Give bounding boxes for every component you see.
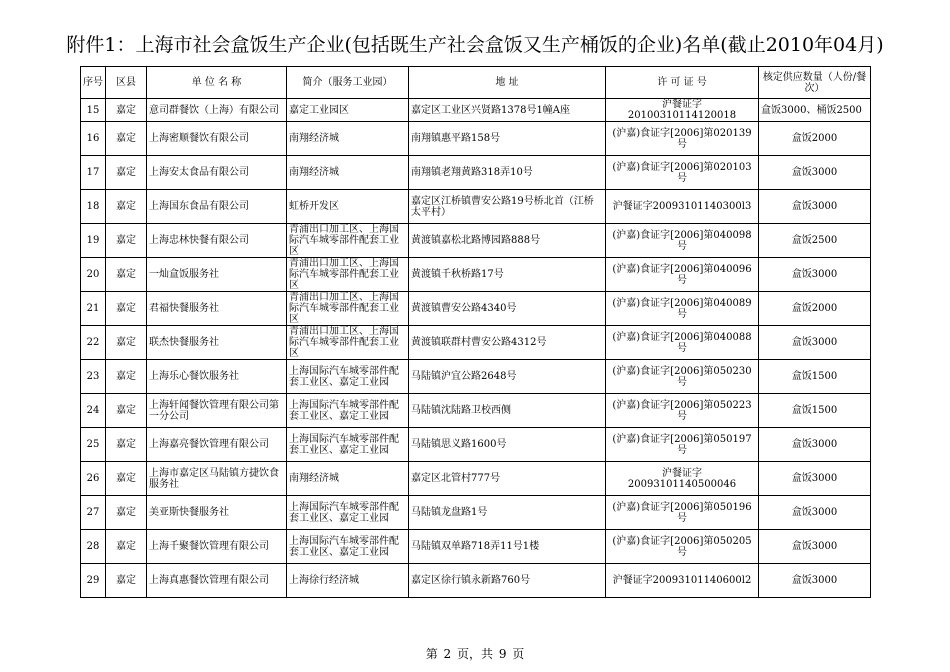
cell-district: 嘉定 xyxy=(106,394,147,428)
cell-unit-name: 美亚斯快餐服务社 xyxy=(147,496,287,530)
cell-unit-name: 一灿盒饭服务社 xyxy=(147,258,287,292)
cell-unit-name: 上海轩闻餐饮管理有限公司第一分公司 xyxy=(147,394,287,428)
cell-intro: 南翔经济城 xyxy=(287,156,409,190)
cell-unit-name: 上海国东食品有限公司 xyxy=(147,190,287,224)
cell-license: (沪嘉)食证字[2006]第040098号 xyxy=(606,224,759,258)
cell-unit-name: 联杰快餐服务社 xyxy=(147,326,287,360)
table-row xyxy=(81,360,871,394)
cell-district: 嘉定 xyxy=(106,156,147,190)
cell-seq: 23 xyxy=(81,360,106,394)
cell-capacity: 盒饭1500 xyxy=(759,360,871,394)
cell-address: 马陆镇沈陆路卫校西侧 xyxy=(409,394,606,428)
cell-license: 沪餐证字20093101140500046 xyxy=(606,462,759,496)
cell-intro: 上海国际汽车城零部件配套工业区、嘉定工业园 xyxy=(287,360,409,394)
cell-license: (沪嘉)食证字[2006]第050205号 xyxy=(606,530,759,564)
table-row xyxy=(81,190,871,224)
cell-unit-name: 意司群餐饮（上海）有限公司 xyxy=(147,99,287,122)
cell-capacity: 盒饭3000 xyxy=(759,496,871,530)
cell-intro: 青浦出口加工区、上海国际汽车城零部件配套工业区 xyxy=(287,326,409,360)
cell-unit-name: 君福快餐服务社 xyxy=(147,292,287,326)
cell-license: (沪嘉)食证字[2006]第040088号 xyxy=(606,326,759,360)
cell-capacity: 盒饭3000 xyxy=(759,462,871,496)
cell-district: 嘉定 xyxy=(106,99,147,122)
cell-address: 黄渡镇嘉松北路博园路888号 xyxy=(409,224,606,258)
table-row xyxy=(81,428,871,462)
cell-seq: 22 xyxy=(81,326,106,360)
cell-address: 马陆镇思义路1600号 xyxy=(409,428,606,462)
page-title: 附件1：上海市社会盒饭生产企业(包括既生产社会盒饭又生产桶饭的企业)名单(截止2010年04月) xyxy=(66,34,884,56)
table-row xyxy=(81,462,871,496)
table-row xyxy=(81,326,871,360)
cell-capacity: 盒饭2000 xyxy=(759,122,871,156)
header-district: 区县 xyxy=(106,67,147,99)
cell-seq: 29 xyxy=(81,564,106,598)
cell-district: 嘉定 xyxy=(106,564,147,598)
cell-license: (沪嘉)食证字[2006]第020139号 xyxy=(606,122,759,156)
header-seq: 序号 xyxy=(81,67,106,99)
cell-district: 嘉定 xyxy=(106,530,147,564)
cell-unit-name: 上海市嘉定区马陆镇方捷饮食服务社 xyxy=(147,462,287,496)
cell-capacity: 盒饭3000 xyxy=(759,156,871,190)
table-row xyxy=(81,99,871,122)
cell-seq: 18 xyxy=(81,190,106,224)
cell-district: 嘉定 xyxy=(106,292,147,326)
enterprise-table xyxy=(80,66,871,598)
cell-intro: 嘉定工业园区 xyxy=(287,99,409,122)
cell-address: 黄渡镇联群村曹安公路4312号 xyxy=(409,326,606,360)
cell-intro: 虹桥开发区 xyxy=(287,190,409,224)
table-row xyxy=(81,258,871,292)
cell-address: 嘉定区徐行镇永新路760号 xyxy=(409,564,606,598)
table-row xyxy=(81,122,871,156)
cell-address: 马陆镇龙盘路1号 xyxy=(409,496,606,530)
cell-capacity: 盒饭1500 xyxy=(759,394,871,428)
table-body xyxy=(81,99,871,598)
table-row xyxy=(81,530,871,564)
table-row xyxy=(81,224,871,258)
cell-district: 嘉定 xyxy=(106,258,147,292)
header-capacity: 核定供应数量（人份/餐次） xyxy=(759,67,871,99)
cell-district: 嘉定 xyxy=(106,428,147,462)
cell-unit-name: 上海忠林快餐有限公司 xyxy=(147,224,287,258)
cell-address: 马陆镇双单路718弄11号1楼 xyxy=(409,530,606,564)
header-intro: 简介（服务工业园） xyxy=(287,67,409,99)
cell-address: 嘉定区江桥镇曹安公路19号桥北首（江桥太平村） xyxy=(409,190,606,224)
header-unit-name: 单 位 名 称 xyxy=(147,67,287,99)
cell-license: (沪嘉)食证字[2006]第040089号 xyxy=(606,292,759,326)
table-header-row xyxy=(81,67,871,99)
cell-seq: 19 xyxy=(81,224,106,258)
table-row xyxy=(81,496,871,530)
cell-seq: 28 xyxy=(81,530,106,564)
cell-unit-name: 上海安太食品有限公司 xyxy=(147,156,287,190)
cell-license: (沪嘉)食证字[2006]第020103号 xyxy=(606,156,759,190)
cell-capacity: 盒饭3000、桶饭2500 xyxy=(759,99,871,122)
cell-license: (沪嘉)食证字[2006]第050196号 xyxy=(606,496,759,530)
cell-license: (沪嘉)食证字[2006]第050223号 xyxy=(606,394,759,428)
cell-unit-name: 上海乐心餐饮服务社 xyxy=(147,360,287,394)
cell-intro: 青浦出口加工区、上海国际汽车城零部件配套工业区 xyxy=(287,224,409,258)
cell-intro: 上海国际汽车城零部件配套工业区、嘉定工业园 xyxy=(287,496,409,530)
cell-intro: 青浦出口加工区、上海国际汽车城零部件配套工业区 xyxy=(287,258,409,292)
cell-intro: 上海国际汽车城零部件配套工业区、嘉定工业园 xyxy=(287,394,409,428)
cell-seq: 17 xyxy=(81,156,106,190)
cell-license: (沪嘉)食证字[2006]第040096号 xyxy=(606,258,759,292)
cell-address: 黄渡镇曹安公路4340号 xyxy=(409,292,606,326)
cell-unit-name: 上海真惠餐饮管理有限公司 xyxy=(147,564,287,598)
cell-address: 马陆镇沪宜公路2648号 xyxy=(409,360,606,394)
cell-license: 沪餐证字20093101140300l3 xyxy=(606,190,759,224)
cell-capacity: 盒饭3000 xyxy=(759,326,871,360)
cell-intro: 南翔经济城 xyxy=(287,122,409,156)
cell-seq: 20 xyxy=(81,258,106,292)
header-license: 许 可 证 号 xyxy=(606,67,759,99)
cell-license: (沪嘉)食证字[2006]第050230号 xyxy=(606,360,759,394)
cell-license: 沪餐证字20100310114120018 xyxy=(606,99,759,122)
cell-seq: 21 xyxy=(81,292,106,326)
cell-unit-name: 上海嘉亮餐饮管理有限公司 xyxy=(147,428,287,462)
cell-district: 嘉定 xyxy=(106,326,147,360)
cell-address: 黄渡镇千秋桥路17号 xyxy=(409,258,606,292)
cell-capacity: 盒饭3000 xyxy=(759,564,871,598)
cell-capacity: 盒饭3000 xyxy=(759,190,871,224)
cell-district: 嘉定 xyxy=(106,224,147,258)
cell-capacity: 盒饭3000 xyxy=(759,428,871,462)
cell-address: 南翔镇惠平路158号 xyxy=(409,122,606,156)
cell-license: (沪嘉)食证字[2006]第050197号 xyxy=(606,428,759,462)
cell-intro: 上海国际汽车城零部件配套工业区、嘉定工业园 xyxy=(287,428,409,462)
cell-intro: 南翔经济城 xyxy=(287,462,409,496)
cell-license: 沪餐证字20093101140600l2 xyxy=(606,564,759,598)
cell-address: 南翔镇老翔黄路318弄10号 xyxy=(409,156,606,190)
cell-seq: 26 xyxy=(81,462,106,496)
cell-intro: 青浦出口加工区、上海国际汽车城零部件配套工业区 xyxy=(287,292,409,326)
cell-seq: 16 xyxy=(81,122,106,156)
cell-capacity: 盒饭2500 xyxy=(759,224,871,258)
cell-district: 嘉定 xyxy=(106,496,147,530)
cell-capacity: 盒饭3000 xyxy=(759,258,871,292)
header-address: 地 址 xyxy=(409,67,606,99)
table-row xyxy=(81,564,871,598)
cell-address: 嘉定区北管村777号 xyxy=(409,462,606,496)
table-row xyxy=(81,394,871,428)
cell-seq: 15 xyxy=(81,99,106,122)
cell-seq: 24 xyxy=(81,394,106,428)
table-row xyxy=(81,292,871,326)
cell-seq: 25 xyxy=(81,428,106,462)
cell-intro: 上海国际汽车城零部件配套工业区、嘉定工业园 xyxy=(287,530,409,564)
page-footer: 第 2 页，共 9 页 xyxy=(425,647,525,661)
cell-district: 嘉定 xyxy=(106,190,147,224)
cell-intro: 上海徐行经济城 xyxy=(287,564,409,598)
cell-unit-name: 上海千聚餐饮管理有限公司 xyxy=(147,530,287,564)
cell-district: 嘉定 xyxy=(106,122,147,156)
cell-district: 嘉定 xyxy=(106,360,147,394)
cell-capacity: 盒饭2000 xyxy=(759,292,871,326)
cell-capacity: 盒饭3000 xyxy=(759,530,871,564)
cell-district: 嘉定 xyxy=(106,462,147,496)
cell-seq: 27 xyxy=(81,496,106,530)
table-row xyxy=(81,156,871,190)
cell-address: 嘉定区工业区兴贤路1378号1幢A座 xyxy=(409,99,606,122)
cell-unit-name: 上海密顺餐饮有限公司 xyxy=(147,122,287,156)
